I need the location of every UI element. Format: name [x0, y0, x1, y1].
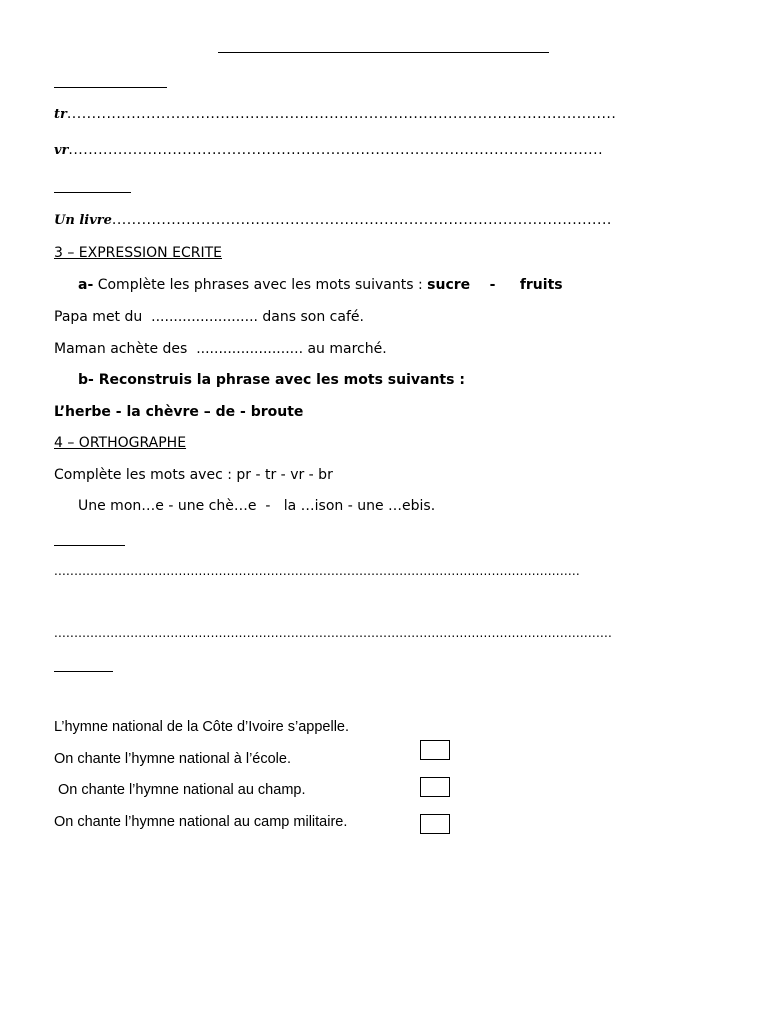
- expression-b-words: L’herbe - la chèvre – de - broute: [54, 404, 304, 420]
- vr-label: vr: [54, 143, 69, 158]
- expression-a-instruction: Complète les phrases avec les mots suivants :: [97, 277, 423, 293]
- expression-b-line: [78, 372, 465, 388]
- expression-b-instruction: Reconstruis la phrase avec les mots suivants :: [98, 372, 465, 388]
- vr-line: [54, 142, 603, 158]
- tr-line: [54, 106, 616, 122]
- title-rule: [218, 52, 549, 53]
- hymne-line-4: On chante l’hymne national au camp militaire.: [54, 814, 348, 830]
- answer-line-1[interactable]: ...................................................................................................................................: [54, 564, 580, 578]
- expression-a-line: [78, 277, 563, 293]
- section-rule-3: [54, 545, 125, 546]
- section-rule-1: [54, 87, 167, 88]
- orthographe-words: Une mon…e - une chè…e - la …ison - une …ebis.: [78, 498, 436, 514]
- expression-b-marker: b-: [78, 372, 94, 388]
- expression-a-words: sucre - fruits: [427, 277, 563, 293]
- hymne-checkbox-2[interactable]: [420, 777, 450, 797]
- expression-a-marker: a-: [78, 277, 94, 293]
- hymne-line-2: On chante l’hymne national à l’école.: [54, 751, 291, 767]
- answer-line-2[interactable]: ...........................................................................................................................................: [54, 626, 613, 640]
- expression-sentence-2: Maman achète des ........................ au marché.: [54, 341, 387, 357]
- hymne-line-1: L’hymne national de la Côte d’Ivoire s’appelle.: [54, 719, 350, 735]
- livre-label: Un livre: [54, 213, 112, 228]
- orthographe-instruction: Complète les mots avec : pr - tr - vr - br: [54, 467, 333, 483]
- expression-heading: 3 – EXPRESSION ECRITE: [54, 245, 222, 261]
- orthographe-heading: 4 – ORTHOGRAPHE: [54, 435, 187, 451]
- livre-dots[interactable]: .....................................................................................................: [111, 212, 612, 228]
- hymne-line-3: On chante l’hymne national au champ.: [54, 782, 306, 798]
- livre-line: [54, 212, 612, 228]
- tr-dots[interactable]: ...............................................................................................................: [66, 106, 617, 122]
- hymne-checkbox-1[interactable]: [420, 740, 450, 760]
- section-rule-2: [54, 192, 131, 193]
- tr-label: tr: [54, 107, 67, 122]
- vr-dots[interactable]: ............................................................................................................: [68, 142, 604, 158]
- expression-sentence-1: Papa met du ........................ dans son café.: [54, 309, 364, 325]
- hymne-checkbox-3[interactable]: [420, 814, 450, 834]
- section-rule-4: [54, 671, 113, 672]
